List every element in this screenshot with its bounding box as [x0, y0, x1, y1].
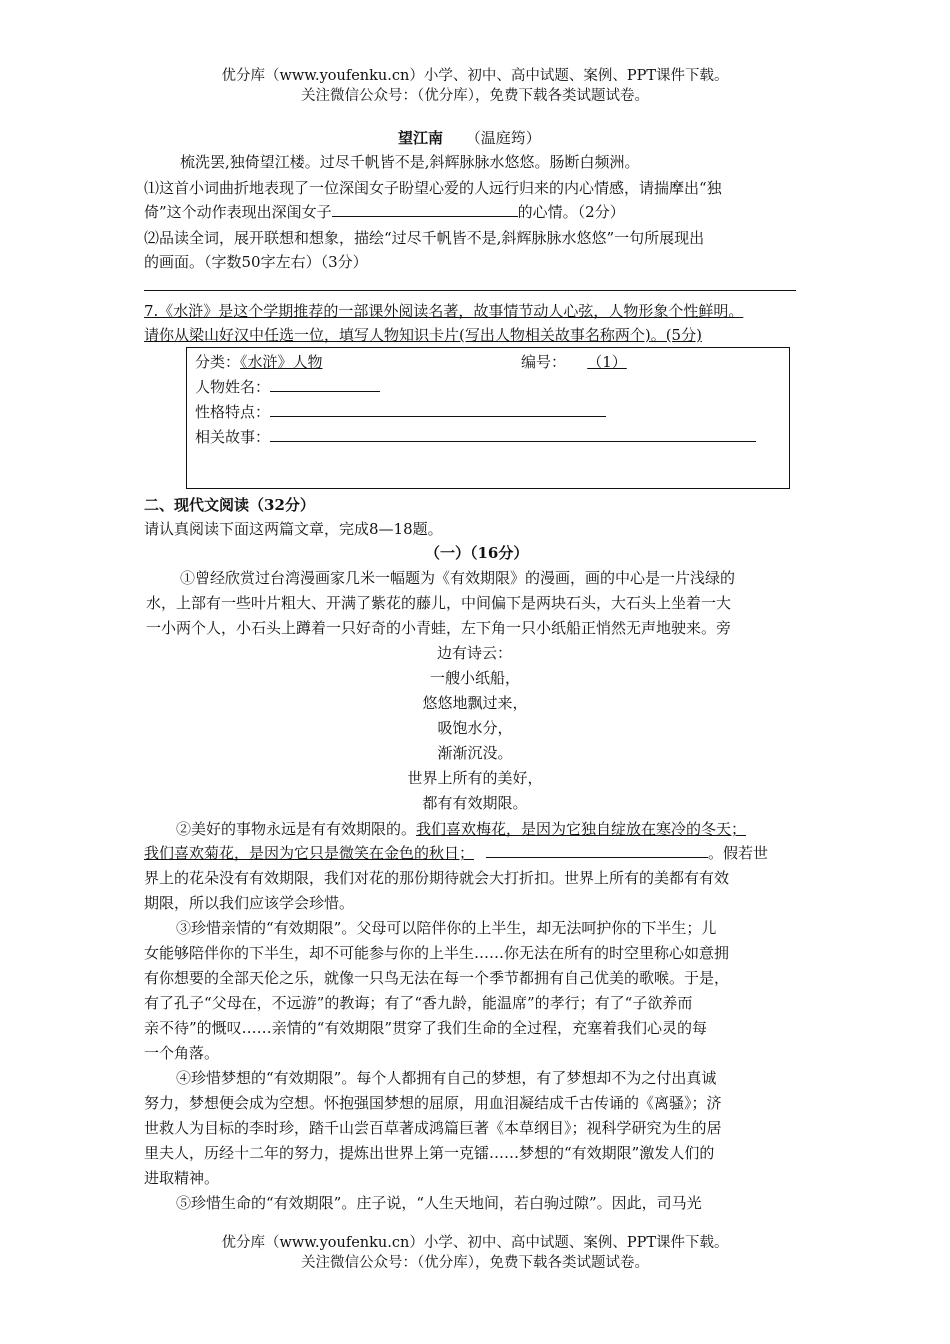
poem-line: 渐渐沉没。 — [437, 744, 513, 762]
card-story-blank[interactable] — [270, 426, 756, 442]
paragraph-2-underlined-1: 我们喜欢梅花，是因为它独自绽放在寒冷的冬天； — [416, 820, 747, 838]
question-7-line-2: 请你从梁山好汉中任选一位，填写人物知识卡片(写出人物相关故事名称两个)。(5分) — [144, 326, 702, 344]
card-number-label: 编号： — [521, 353, 567, 371]
question-2-line-2: 的画面。（字数50字左右）（3分） — [144, 253, 368, 271]
poem-line: 世界上所有的美好， — [407, 769, 543, 787]
card-category-row — [195, 351, 323, 373]
poem-line: 吸饱水分， — [437, 719, 513, 737]
page-header-line-1: 优分库（www.youfenku.cn）小学、初中、高中试题、案例、PPT课件下载。 — [221, 68, 729, 84]
part-1-title: （一）（16分） — [425, 544, 529, 562]
page-footer-line-2: 关注微信公众号：（优分库），免费下载各类试题试卷。 — [301, 1255, 649, 1271]
paragraph-4-line-5: 进取精神。 — [144, 1169, 220, 1187]
section-2-title: 二、现代文阅读（32分） — [144, 496, 315, 514]
paragraph-4-line-4: 里夫人，历经十二年的努力，提炼出世界上第一克镭……梦想的“有效期限”激发人们的 — [144, 1144, 715, 1162]
paragraph-2-continuation: 。假若世 — [708, 844, 769, 862]
paragraph-1-line-3: 一小两个人，小石头上蹲着一只好奇的小青蛙，左下角一只小纸船正悄然无声地驶来。旁 — [146, 619, 732, 637]
card-story-row — [195, 426, 756, 448]
paragraph-2-opening: ②美好的事物永远是有有效期限的。 — [176, 820, 417, 838]
paragraph-1-line-2: 水，上部有一些叶片粗大、开满了紫花的藤儿，中间偏下是两块石头，大石头上坐着一大 — [146, 594, 732, 612]
question-2-line-1: ⑵品读全词，展开联想和想象，描绘“过尽千帆皆不是,斜辉脉脉水悠悠”一句所展现出 — [144, 229, 705, 247]
paragraph-4-line-3: 世救人为目标的李时珍，踏千山尝百草著成鸿篇巨著《本草纲目》；视科学研究为生的居 — [144, 1119, 722, 1137]
answer-blank-1[interactable] — [332, 201, 518, 217]
answer-blank-paragraph-2[interactable] — [486, 842, 708, 858]
poem-author: （温庭筠） — [465, 129, 541, 147]
question-1-line-2 — [144, 201, 625, 223]
paragraph-4-line-2: 努力，梦想便会成为空想。怀抱强国梦想的屈原，用血泪凝结成千古传诵的《离骚》；济 — [144, 1094, 722, 1112]
paragraph-1-line-1: ①曾经欣赏过台湾漫画家几米一幅题为《有效期限》的漫画，画的中心是一片浅绿的 — [180, 569, 736, 587]
page-footer-line-1: 优分库（www.youfenku.cn）小学、初中、高中试题、案例、PPT课件下载。 — [221, 1235, 729, 1251]
card-number-value: （1） — [587, 353, 627, 371]
poem-line: 一艘小纸船， — [429, 669, 520, 687]
card-trait-row — [195, 401, 606, 423]
poem-line: 都有有效期限。 — [422, 794, 528, 812]
card-category-value: 《水浒》人物 — [240, 353, 323, 371]
card-trait-label: 性格特点： — [195, 403, 271, 421]
question-7-line-1: 7.《水浒》是这个学期推荐的一部课外阅读名著，故事情节动人心弦，人物形象个性鲜明。 — [144, 302, 744, 320]
card-name-blank[interactable] — [270, 376, 380, 392]
paragraph-2-line-2 — [144, 842, 768, 864]
answer-line-question-2[interactable] — [144, 290, 796, 291]
paragraph-3-line-4: 有了孔子“父母在，不远游”的教诲；有了“香九龄，能温席”的孝行；有了“子欲养而 — [144, 994, 693, 1012]
paragraph-1-line-4: 边有诗云： — [437, 644, 513, 662]
card-name-label: 人物姓名： — [195, 378, 271, 396]
paragraph-4-line-1: ④珍惜梦想的“有效期限”。每个人都拥有自己的梦想，有了梦想却不为之付出真诚 — [176, 1069, 717, 1087]
card-trait-blank[interactable] — [270, 401, 606, 417]
card-category-label: 分类： — [195, 353, 241, 371]
card-story-label: 相关故事： — [195, 428, 271, 446]
paragraph-3-line-6: 一个角落。 — [144, 1044, 220, 1062]
paragraph-2-line-1 — [176, 818, 746, 840]
question-1-line-1: ⑴这首小词曲折地表现了一位深闺女子盼望心爱的人远行归来的内心情感，请揣摩出“独 — [144, 179, 722, 197]
section-2-instruction: 请认真阅读下面这两篇文章，完成8—18题。 — [144, 520, 443, 538]
paragraph-3-line-3: 有你想要的全部天伦之乐，就像一只鸟无法在每一个季节都拥有自己优美的歌喉。于是， — [144, 969, 730, 987]
question-1-score: 的心情。（2分） — [517, 203, 625, 221]
poem-text: 梳洗罢,独倚望江楼。过尽千帆皆不是,斜辉脉脉水悠悠。肠断白频洲。 — [180, 153, 640, 171]
paragraph-2-line-4: 期限，所以我们应该学会珍惜。 — [144, 894, 355, 912]
poem-line: 悠悠地飘过来， — [422, 694, 528, 712]
paragraph-3-line-2: 女能够陪伴你的下半生，却不可能参与你的上半生……你无法在所有的时空里称心如意拥 — [144, 944, 730, 962]
paragraph-2-underlined-2: 我们喜欢菊花，是因为它只是微笑在金色的秋日； — [144, 844, 475, 862]
page-header-line-2: 关注微信公众号：（优分库），免费下载各类试题试卷。 — [301, 88, 649, 104]
question-1-prompt: 倚”这个动作表现出深闺女子 — [144, 203, 332, 221]
paragraph-5-line-1: ⑤珍惜生命的“有效期限”。庄子说，“人生天地间，若白驹过隙”。因此，司马光 — [176, 1194, 702, 1212]
paragraph-2-line-3: 界上的花朵没有有效期限，我们对花的那份期待就会大打折扣。世界上所有的美都有有效 — [144, 869, 730, 887]
card-name-row — [195, 376, 380, 398]
poem-title-row — [398, 127, 541, 149]
card-number-row — [521, 351, 648, 373]
paragraph-3-line-5: 亲不待”的慨叹……亲情的“有效期限”贯穿了我们生命的全过程，充塞着我们心灵的每 — [144, 1019, 708, 1037]
poem-title: 望江南 — [398, 129, 444, 147]
character-knowledge-card — [186, 347, 790, 489]
paragraph-3-line-1: ③珍惜亲情的“有效期限”。父母可以陪伴你的上半生，却无法呵护你的下半生；儿 — [176, 919, 717, 937]
